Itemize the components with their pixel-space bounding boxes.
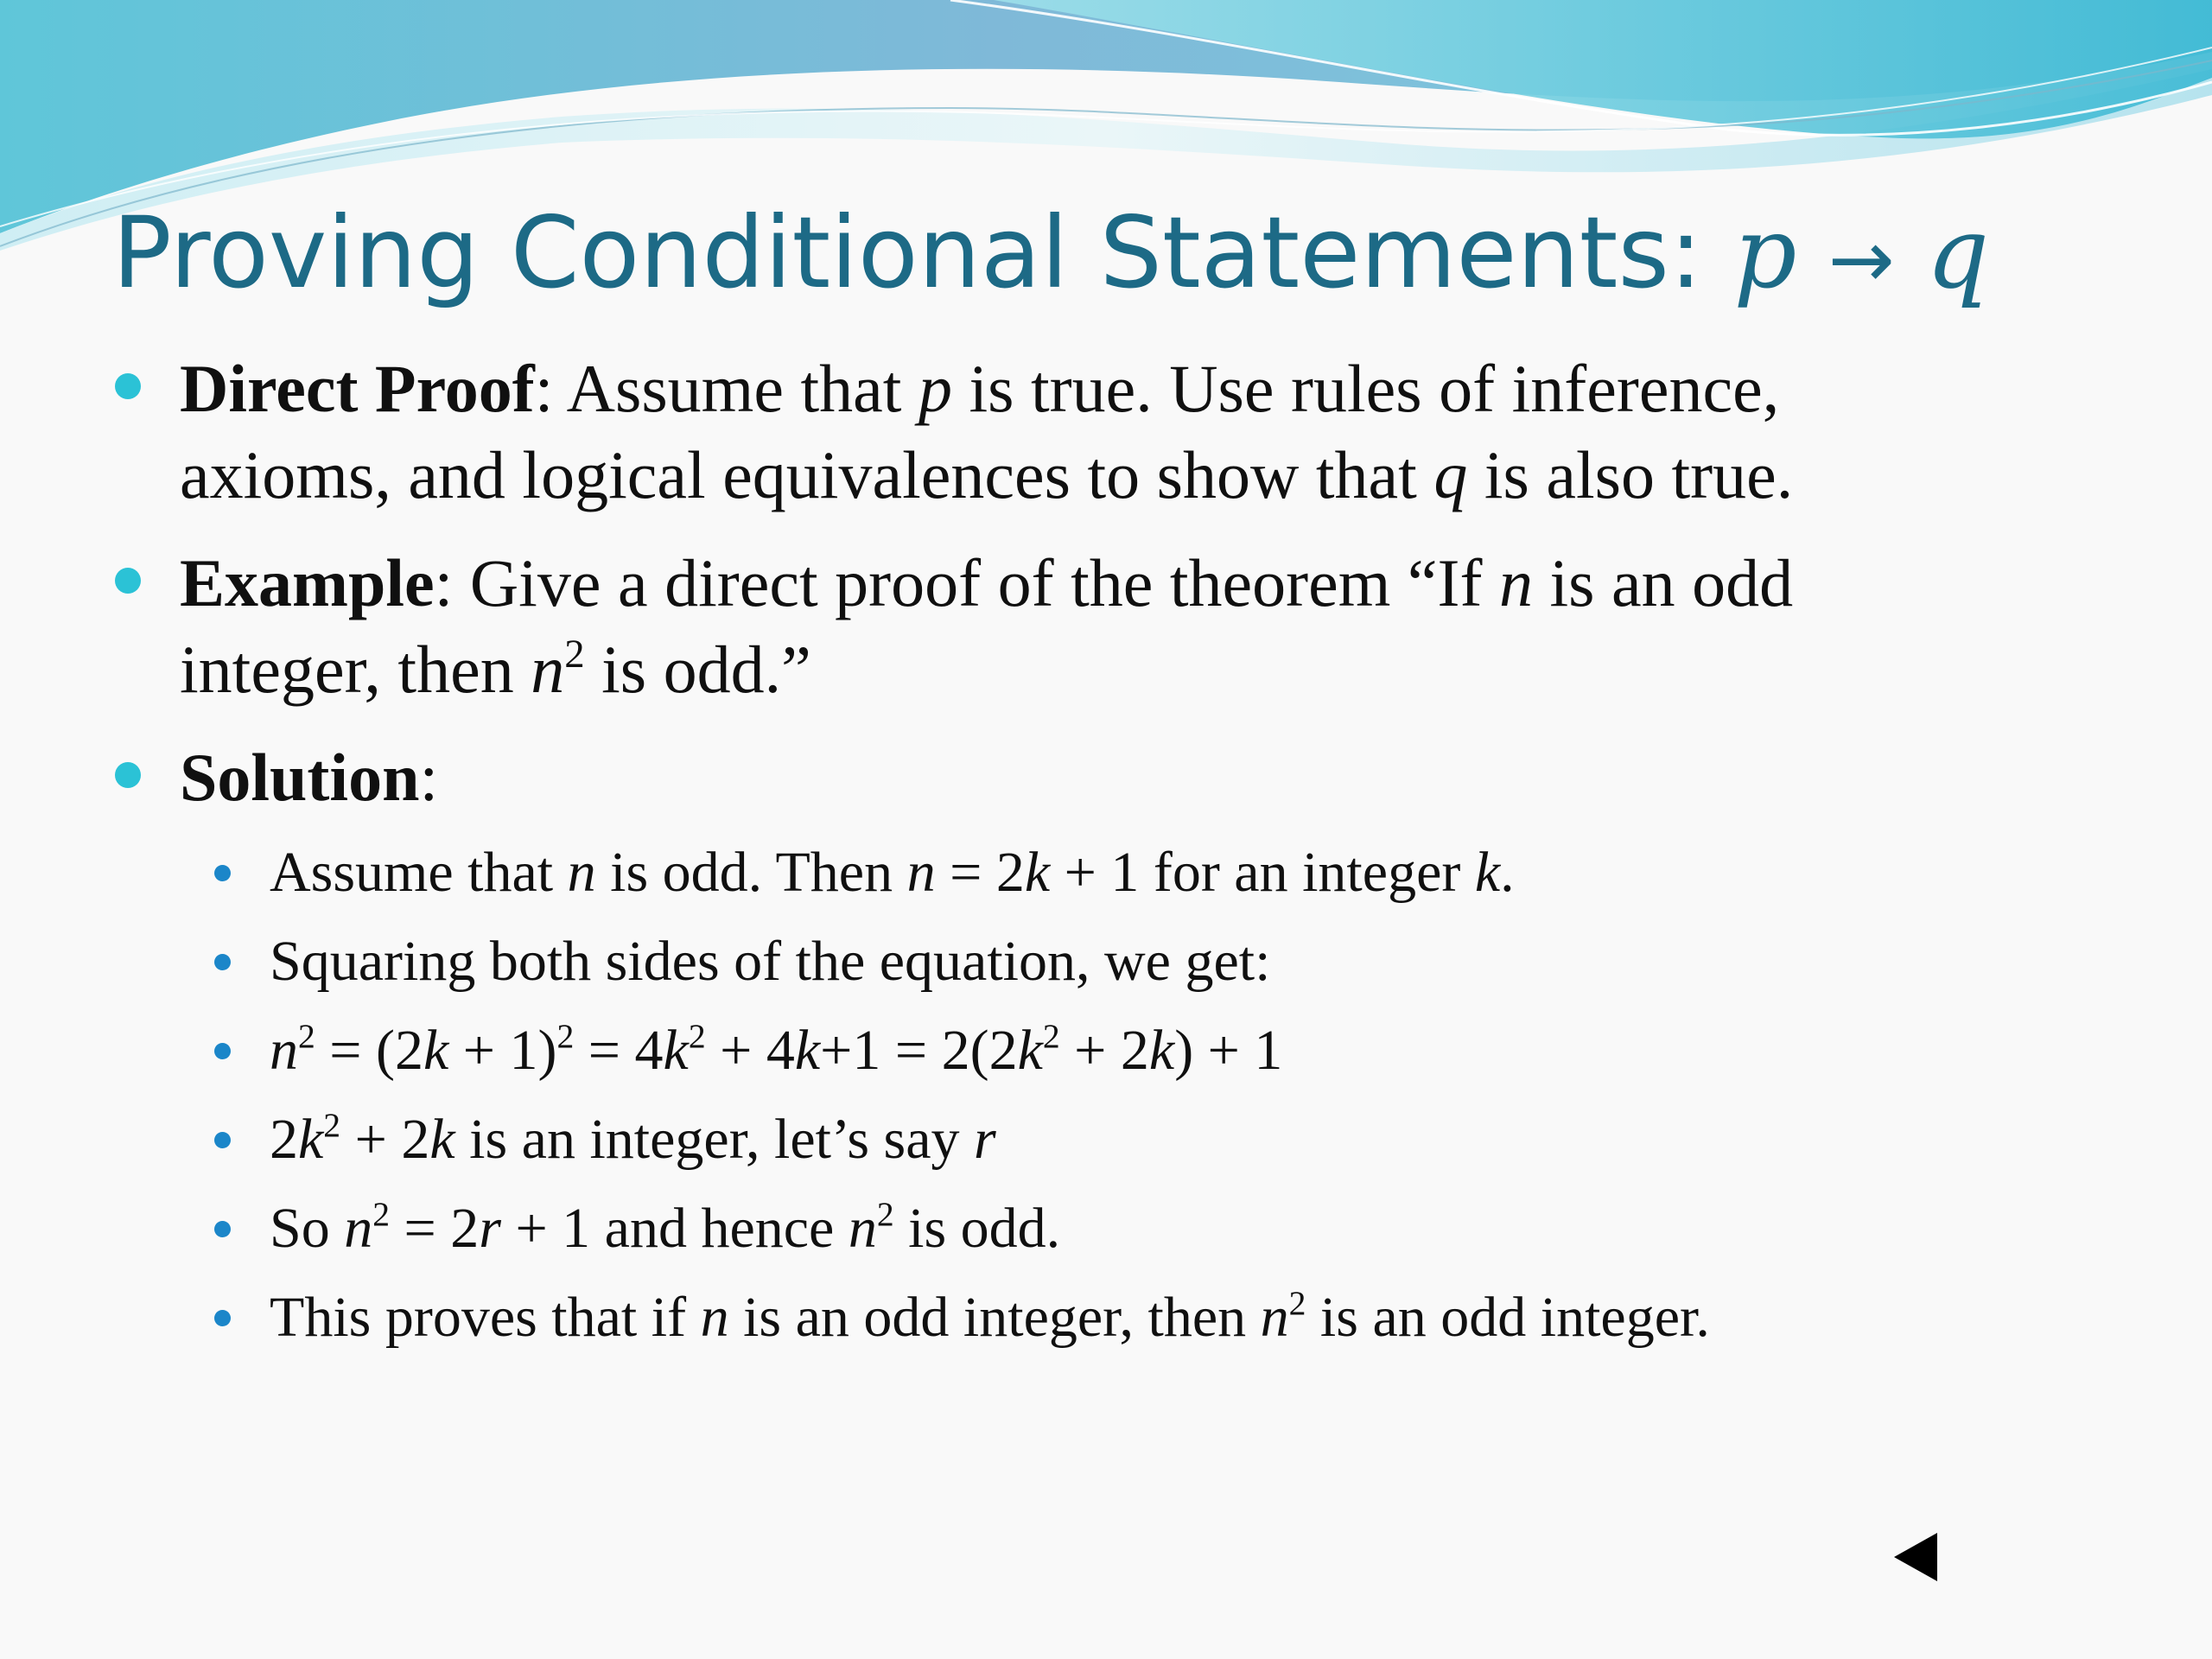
text-run: is odd. — [893, 1197, 1061, 1260]
text-run: = 2 — [935, 841, 1025, 904]
example-line2 — [180, 626, 2193, 713]
text-run: is an odd — [1532, 545, 1794, 620]
text-run: is an odd integer. — [1306, 1286, 1710, 1349]
step-3 — [270, 1012, 2188, 1090]
exponent: 2 — [688, 1017, 706, 1056]
math-var: k — [298, 1108, 324, 1171]
text-run: Squaring both sides of the equation, we get: — [270, 930, 1271, 993]
sub-bullet-dot — [214, 1043, 231, 1059]
math-var: k — [663, 1019, 689, 1082]
math-var: k — [1017, 1019, 1043, 1082]
math-var: n — [344, 1197, 373, 1260]
step-1 — [270, 834, 2188, 912]
text-run: : — [419, 740, 439, 815]
math-n: n — [531, 632, 565, 707]
example-line1 — [180, 540, 2193, 626]
text-run: is odd.” — [584, 632, 811, 707]
direct-proof-line1 — [180, 346, 2193, 432]
text-run: : Assume that — [534, 351, 918, 426]
step-5 — [270, 1190, 2188, 1268]
text-run: + 2 — [1059, 1019, 1149, 1082]
math-var: n — [848, 1197, 877, 1260]
text-run: Assume that — [270, 841, 568, 904]
exponent: 2 — [298, 1017, 315, 1056]
math-p: p — [918, 351, 952, 426]
text-run: + 4 — [705, 1019, 795, 1082]
text-run: 2 — [270, 1108, 298, 1171]
text-run: axioms, and logical equivalences to show that — [180, 437, 1434, 512]
text-run: is an integer, let’s say — [454, 1108, 975, 1171]
math-var: k — [1024, 841, 1051, 904]
text-run: + 1 for an integer — [1050, 841, 1475, 904]
direct-proof-label: Direct Proof — [180, 351, 535, 426]
math-var: n — [567, 841, 596, 904]
exponent: 2 — [564, 631, 585, 677]
exponent: 2 — [1042, 1017, 1060, 1056]
math-var: r — [479, 1197, 501, 1260]
back-triangle-icon[interactable] — [1892, 1531, 1939, 1583]
text-run: + 1) — [448, 1019, 557, 1082]
text-run: is an odd integer, then — [728, 1286, 1261, 1349]
text-run: ) + 1 — [1174, 1019, 1283, 1082]
text-run: integer, then — [180, 632, 531, 707]
text-run: + 2 — [340, 1108, 430, 1171]
math-var: n — [1260, 1286, 1289, 1349]
exponent: 2 — [1288, 1284, 1306, 1323]
sub-bullet-dot — [214, 1310, 231, 1326]
solution-label: Solution — [180, 740, 420, 815]
bullet-dot — [115, 568, 141, 594]
text-run: is true. Use rules of inference, — [951, 351, 1780, 426]
text-run: + 1 and hence — [500, 1197, 849, 1260]
text-run: = 2 — [390, 1197, 480, 1260]
math-var: k — [1148, 1019, 1175, 1082]
text-run: is odd. Then — [595, 841, 907, 904]
math-var: k — [429, 1108, 455, 1171]
text-run: +1 = 2(2 — [820, 1019, 1018, 1082]
title-arrow: → — [1827, 213, 1895, 306]
solution-line — [180, 734, 2193, 821]
bullet-dot — [115, 762, 141, 788]
sub-bullet-dot — [214, 865, 231, 881]
math-var: n — [270, 1019, 298, 1082]
math-var: r — [974, 1108, 996, 1171]
direct-proof-line2 — [180, 432, 2193, 518]
text-run: So — [270, 1197, 345, 1260]
text-run: = (2 — [315, 1019, 423, 1082]
exponent: 2 — [556, 1017, 575, 1056]
text-run: = 4 — [574, 1019, 664, 1082]
sub-bullet-dot — [214, 1132, 231, 1148]
exponent: 2 — [323, 1106, 341, 1145]
exponent: 2 — [876, 1195, 894, 1234]
sub-bullet-dot — [214, 1221, 231, 1237]
math-var: k — [423, 1019, 449, 1082]
step-4 — [270, 1101, 2188, 1179]
math-var: n — [700, 1286, 729, 1349]
step-6 — [270, 1279, 2188, 1357]
math-var: k — [1474, 841, 1501, 904]
math-q: q — [1433, 437, 1468, 512]
title-text: Proving Conditional Statements: — [112, 195, 1734, 310]
text-run: : Give a direct proof of the theorem “If — [434, 545, 1499, 620]
math-n: n — [1498, 545, 1533, 620]
step-2 — [270, 923, 2188, 1001]
text-run: This proves that if — [270, 1286, 701, 1349]
text-run: . — [1500, 841, 1515, 904]
title-q: q — [1926, 195, 1990, 310]
exponent: 2 — [372, 1195, 391, 1234]
bullet-dot — [115, 373, 141, 399]
example-label: Example — [180, 545, 435, 620]
text-run: is also true. — [1467, 437, 1794, 512]
title-p: p — [1733, 195, 1797, 310]
math-var: k — [794, 1019, 821, 1082]
sub-bullet-dot — [214, 954, 231, 970]
math-var: n — [906, 841, 936, 904]
